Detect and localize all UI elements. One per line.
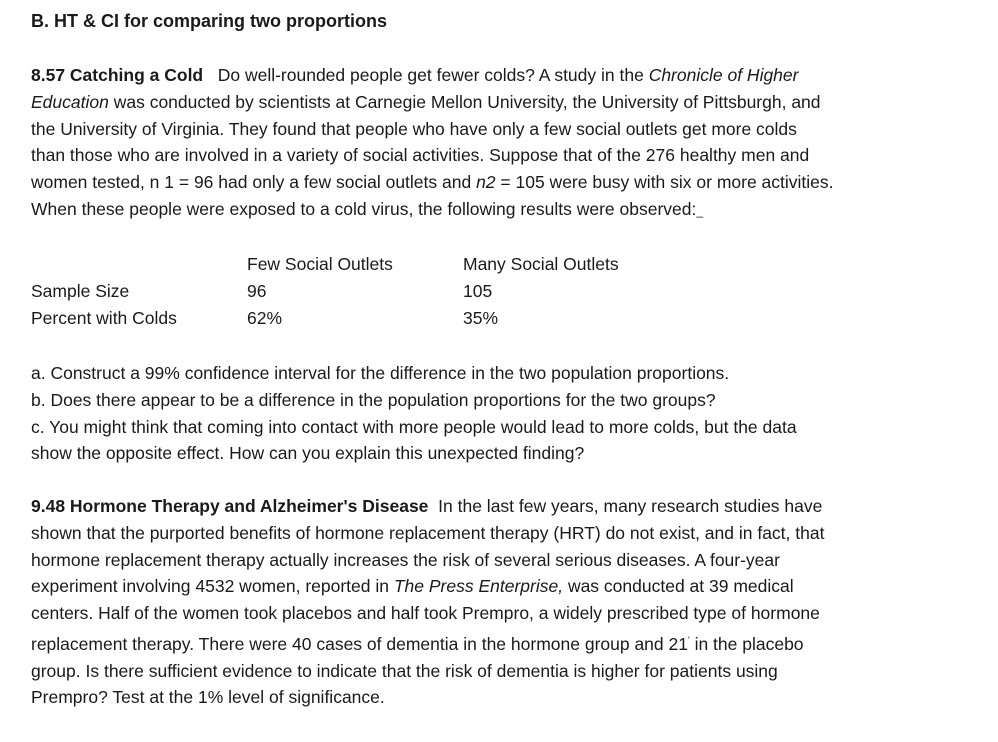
problem-9-48 xyxy=(31,493,966,711)
journal-name-part-2: Education xyxy=(31,91,109,112)
table-header-cell: Few Social Outlets xyxy=(247,254,393,274)
journal-name-part-1: Chronicle of Higher xyxy=(648,65,799,85)
problem-8-57-line-6 xyxy=(31,196,966,225)
question-a: a. Construct a 99% confidence interval for the difference in the two population proportions. xyxy=(31,363,730,383)
problem-8-57-line-2 xyxy=(31,89,966,116)
problem-8-57-text: was conducted by scientists at Carnegie Mellon University, the University of Pittsburgh, and xyxy=(108,91,821,112)
table-cell: 62% xyxy=(247,307,283,328)
question-c-continued: show the opposite effect. How can you explain this unexpected finding? xyxy=(31,443,585,464)
problem-8-57-line-4: than those who are involved in a variety of social activities. Suppose that of the 276 healthy men and xyxy=(31,145,810,166)
problem-9-48-heading: 9.48 Hormone Therapy and Alzheimer's Disease xyxy=(31,496,429,516)
problem-9-48-text: in the placebo xyxy=(689,633,804,654)
question-b: b. Does there appear to be a difference in the population proportions for the two groups? xyxy=(31,389,716,410)
table-cell: 35% xyxy=(463,307,499,328)
table-row-label: Percent with Colds xyxy=(31,307,177,328)
problem-8-57-text: When these people were exposed to a cold virus, the following results were observed: xyxy=(31,198,697,219)
table-header-cell: Many Social Outlets xyxy=(463,254,619,274)
problem-8-57-text: Do well-rounded people get fewer colds? A study in the xyxy=(217,65,649,85)
questions xyxy=(31,360,966,467)
problem-8-57-text: women tested, n 1 = 96 had only a few social outlets and xyxy=(31,172,477,193)
table-cell: 105 xyxy=(463,280,493,301)
problem-8-57-heading: 8.57 Catching a Cold xyxy=(31,65,204,85)
problem-9-48-line-7: group. Is there sufficient evidence to indicate that the risk of dementia is higher for patients using xyxy=(31,660,778,681)
problem-9-48-line-5: centers. Half of the women took placebos and half took Prempro, a widely prescribed type of hormone xyxy=(31,603,820,624)
question-c: c. You might think that coming into contact with more people would lead to more colds, but the data xyxy=(31,416,797,437)
newspaper-name: The Press Enterprise, xyxy=(393,576,564,597)
problem-9-48-line-1 xyxy=(31,493,966,520)
stray-mark: ' xyxy=(687,634,690,645)
problem-9-48-line-8: Prempro? Test at the 1% level of significance. xyxy=(31,687,385,708)
trailing-underscore: _ xyxy=(696,203,704,218)
problem-9-48-text: In the last few years, many research studies have xyxy=(438,496,823,516)
problem-8-57-line-3: the University of Virginia. They found that people who have only a few social outlets get more colds xyxy=(31,118,797,139)
problem-8-57-text: = 105 were busy with six or more activities. xyxy=(495,172,834,193)
problem-9-48-line-6 xyxy=(31,627,966,658)
n2-variable: n2 xyxy=(476,172,496,193)
table-row-label: Sample Size xyxy=(31,280,130,301)
problem-9-48-line-2: shown that the purported benefits of hormone replacement therapy (HRT) do not exist, and in fact, that xyxy=(31,522,825,543)
problem-9-48-text: replacement therapy. There were 40 cases of dementia in the hormone group and 21 xyxy=(31,633,688,654)
problem-9-48-text: was conducted at 39 medical xyxy=(563,576,794,597)
problem-8-57 xyxy=(31,62,966,225)
section-title: B. HT & CI for comparing two proportions xyxy=(31,11,387,31)
problem-9-48-line-3: hormone replacement therapy actually increases the risk of several serious diseases. A four-year xyxy=(31,549,780,570)
problem-8-57-line-5 xyxy=(31,169,966,196)
problem-9-48-line-4 xyxy=(31,573,966,600)
problem-9-48-text: experiment involving 4532 women, reported in xyxy=(31,576,394,597)
table-cell: 96 xyxy=(247,280,267,301)
problem-8-57-line-1 xyxy=(31,62,966,89)
